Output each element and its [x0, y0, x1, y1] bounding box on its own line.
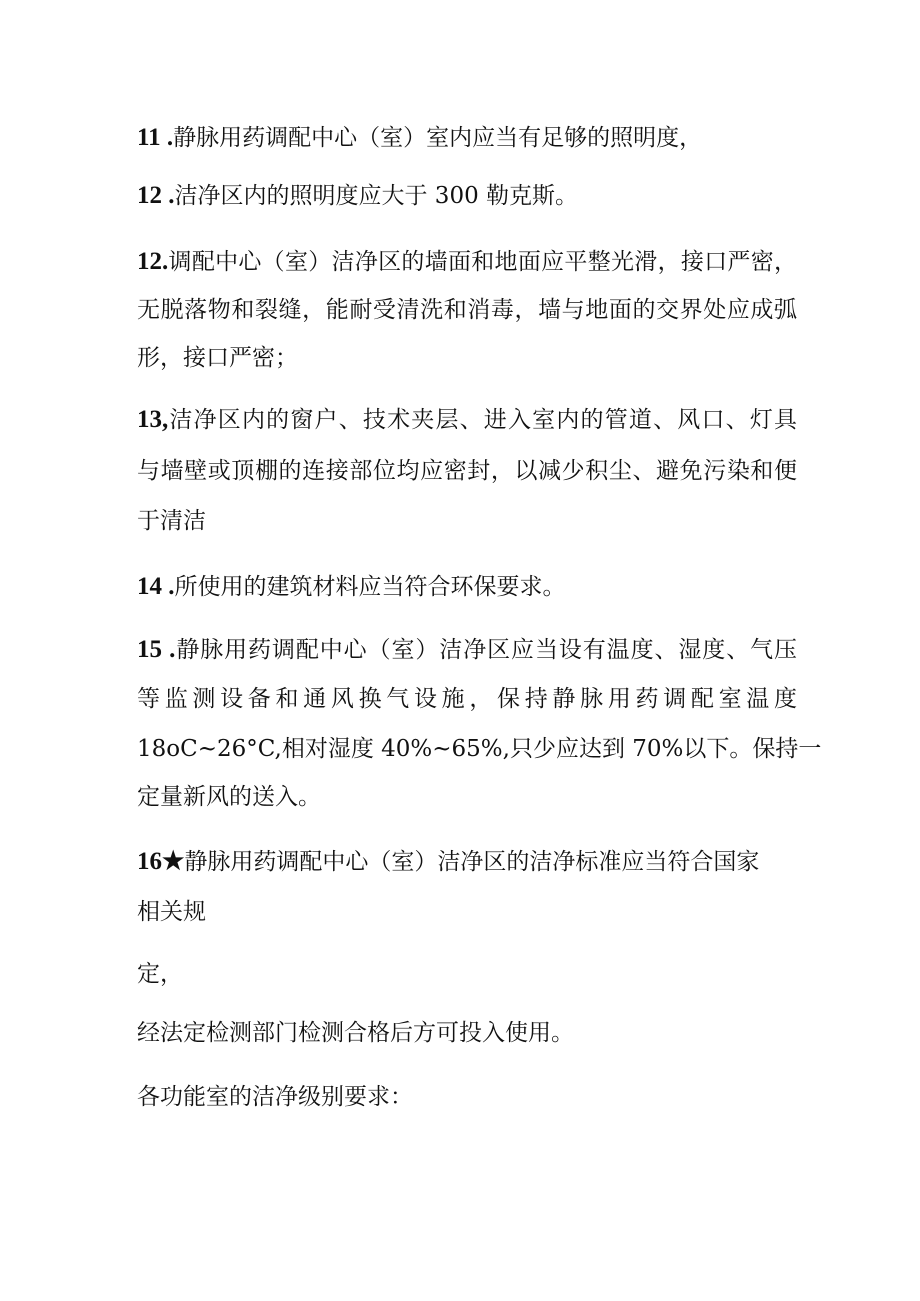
paragraph-12b-line-3	[137, 342, 797, 374]
paragraph-text: 洁净区内的照明度应大于 300 勒克斯。	[174, 183, 579, 209]
paragraph-number: 14 .	[137, 573, 175, 600]
paragraph-15-line-4	[137, 781, 797, 813]
paragraph-12a-line-1	[137, 180, 797, 212]
paragraph-text: 所使用的建筑材料应当符合环保要求。	[174, 574, 566, 600]
paragraph-15-line-1	[137, 634, 797, 666]
paragraph-12b-line-1	[137, 246, 797, 278]
paragraph-text: 静脉用药调配中心（室）室内应当有足够的照明度，	[173, 125, 703, 151]
paragraph-text: 等监测设备和通风换气设施，保持静脉用药调配室温度	[137, 686, 797, 712]
continuation-line-2	[137, 1017, 797, 1049]
paragraph-13-line-2	[137, 455, 797, 487]
continuation-line-1	[137, 958, 797, 990]
paragraph-text: 于清洁	[137, 508, 206, 534]
paragraph-13-line-1	[137, 404, 797, 436]
paragraph-number: 12.	[137, 248, 169, 275]
paragraph-text: 定量新风的送入。	[137, 784, 321, 810]
paragraph-text: 静脉用药调配中心（室）洁净区应当设有温度、湿度、气压	[175, 637, 798, 663]
paragraph-15-line-3	[137, 733, 822, 765]
paragraph-number: 13,	[137, 406, 169, 433]
paragraph-text: 各功能室的洁净级别要求：	[137, 1084, 413, 1110]
paragraph-number: 11 .	[137, 124, 174, 151]
paragraph-text: 静脉用药调配中心（室）洁净区的洁净标准应当符合国家	[184, 849, 760, 875]
paragraph-text-with-figures: 18oC~26°C,相对湿度 40%~65%,只少应达到 70%以下。保持一	[137, 736, 822, 762]
paragraph-13-line-3	[137, 505, 797, 537]
paragraph-12b-line-2	[137, 294, 797, 326]
paragraph-16-line-1	[137, 846, 797, 878]
paragraph-text: 洁净区内的窗户、技术夹层、进入室内的管道、风口、灯具	[168, 407, 797, 433]
paragraph-16-line-2	[137, 896, 797, 928]
paragraph-text: 形，接口严密；	[137, 345, 298, 371]
paragraph-text: 经法定检测部门检测合格后方可投入使用。	[137, 1020, 574, 1046]
paragraph-11-line-1	[137, 122, 797, 154]
paragraph-text: 调配中心（室）洁净区的墙面和地面应平整光滑，接口严密，	[168, 249, 797, 275]
paragraph-text: 相关规	[137, 899, 206, 925]
paragraph-number: 15 .	[137, 636, 176, 663]
paragraph-text: 定，	[137, 961, 183, 987]
paragraph-15-line-2	[137, 683, 797, 715]
paragraph-14-line-1	[137, 571, 797, 603]
continuation-line-3	[137, 1081, 797, 1113]
paragraph-text: 与墙壁或顶棚的连接部位均应密封，以减少积尘、避免污染和便	[137, 458, 797, 484]
paragraph-number: 16★	[137, 848, 185, 875]
paragraph-text: 无脱落物和裂缝，能耐受清洗和消毒，墙与地面的交界处应成弧	[137, 297, 797, 323]
paragraph-number: 12 .	[137, 182, 175, 209]
